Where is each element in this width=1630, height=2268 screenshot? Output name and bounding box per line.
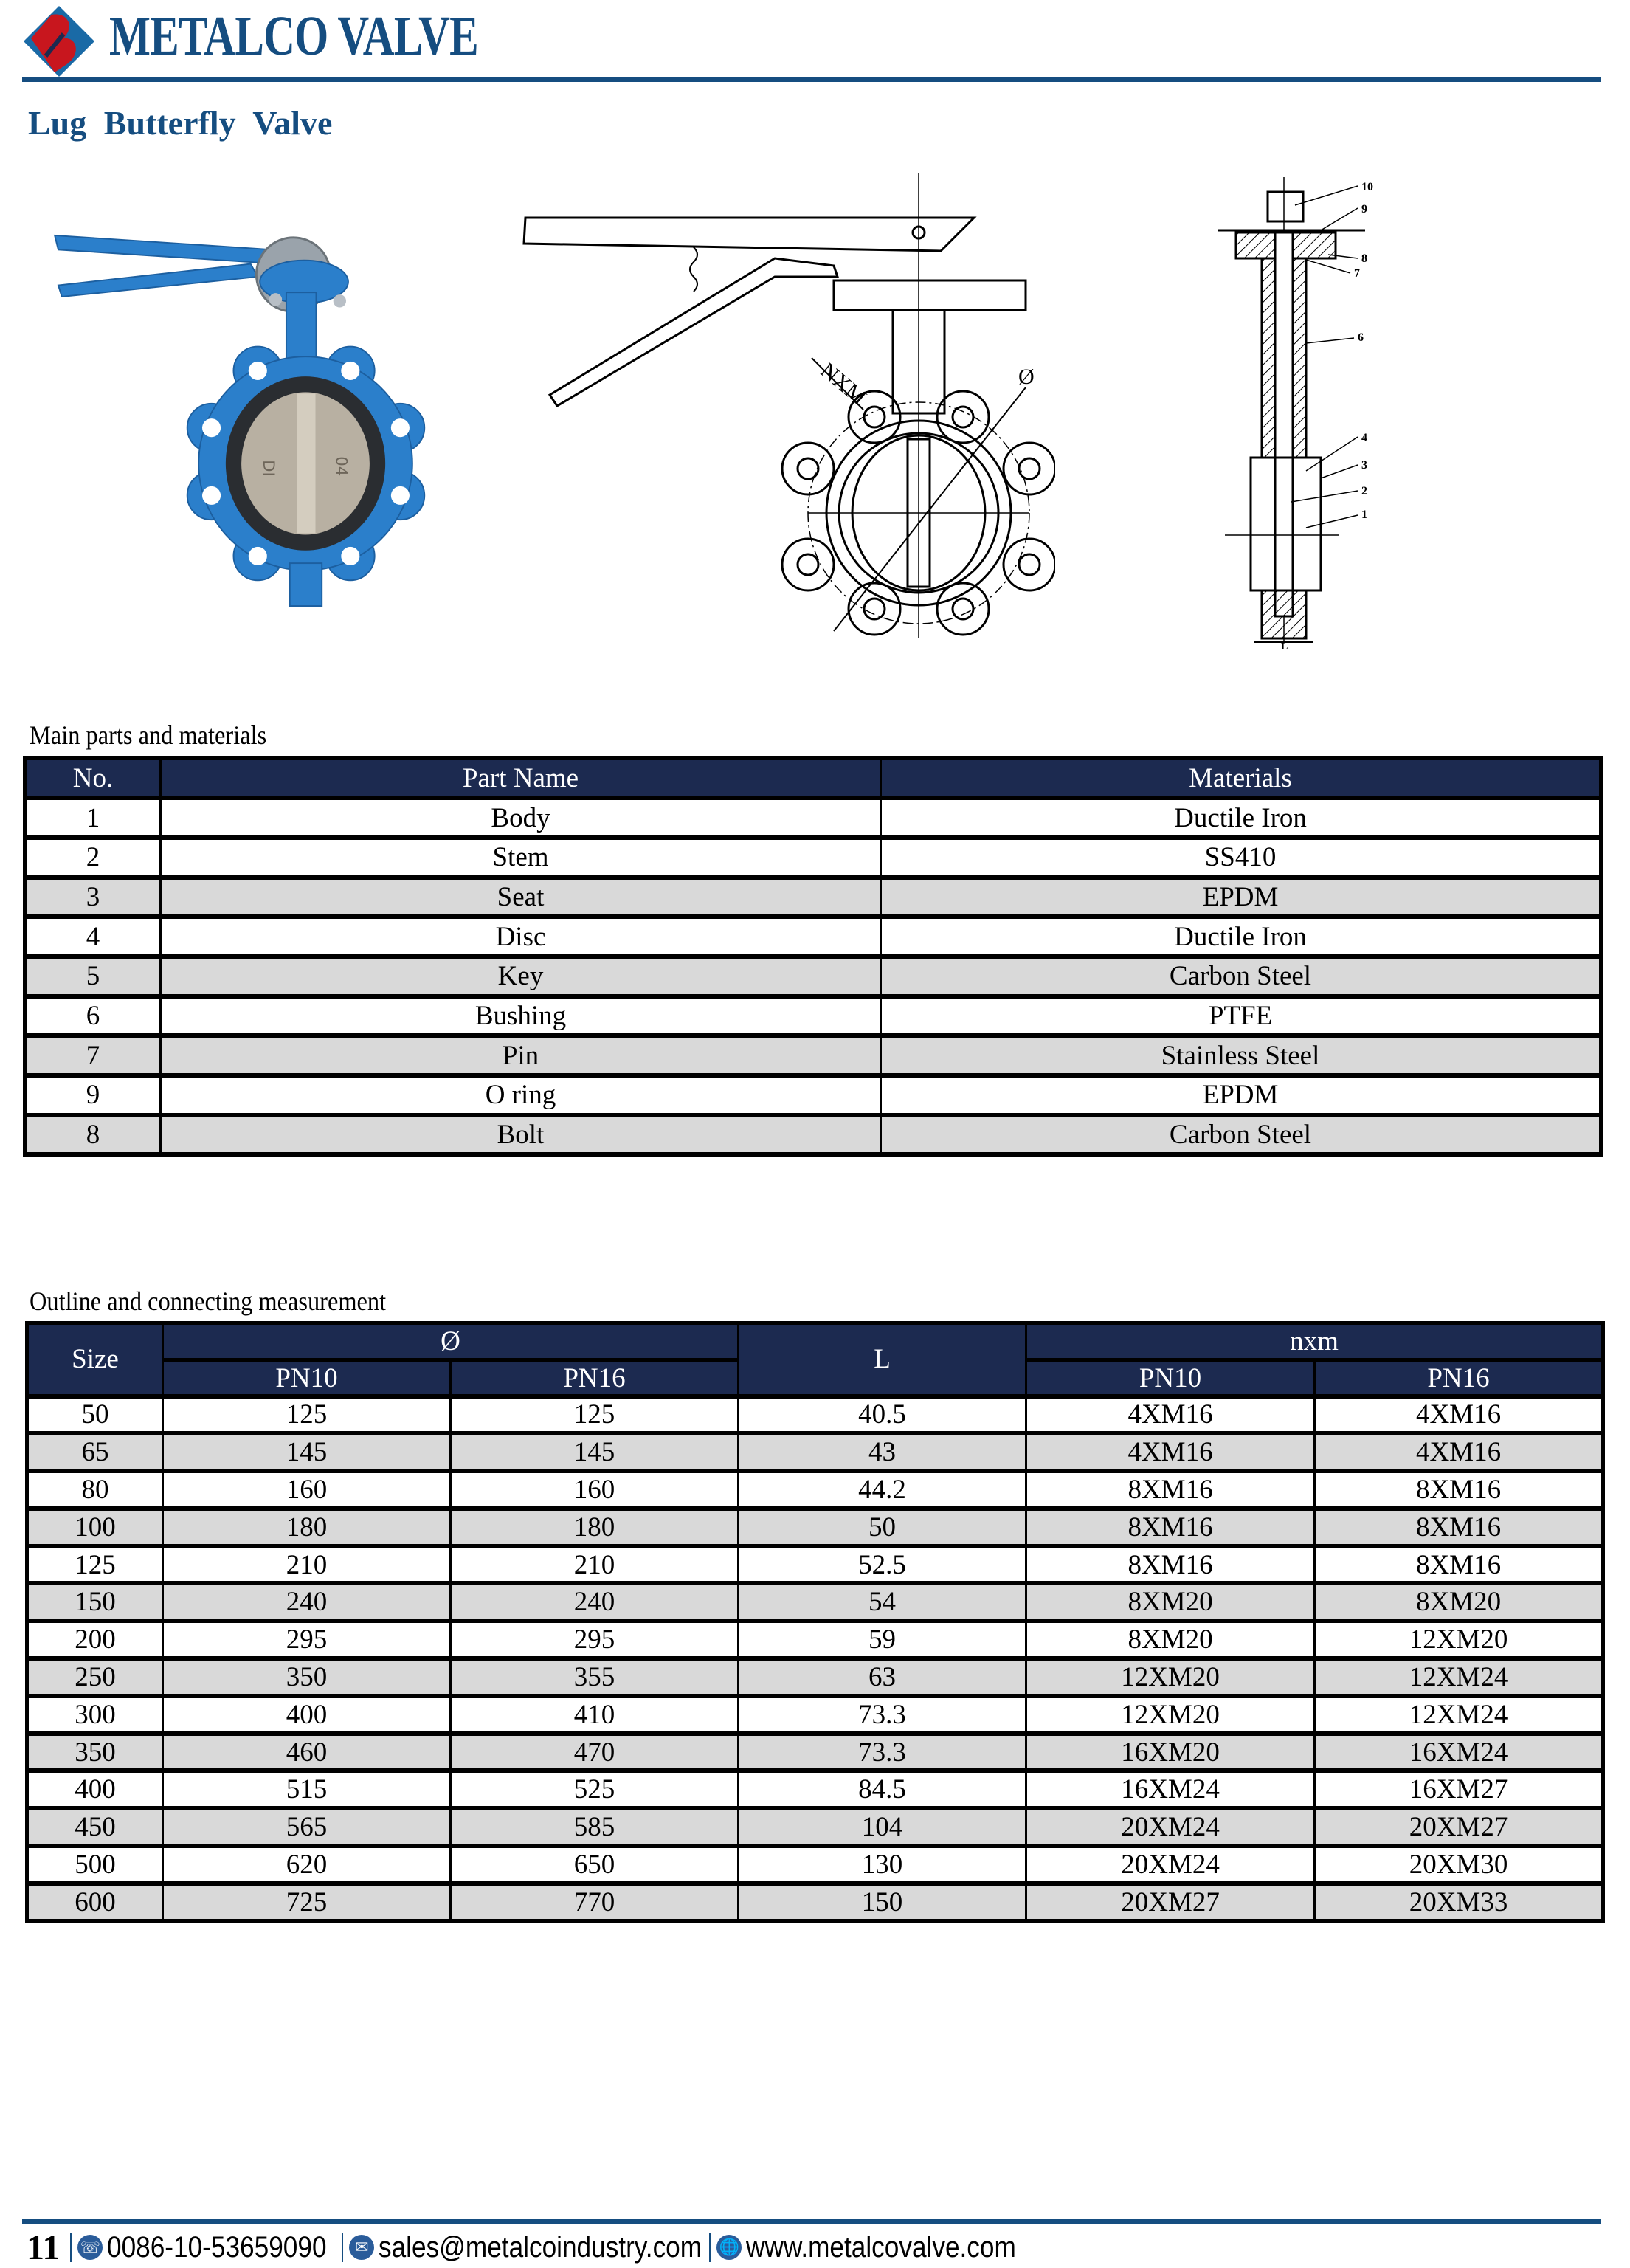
phone-number: 0086-10-53659090 <box>107 2230 327 2264</box>
bolts-pn16-cell: 12XM20 <box>1315 1621 1603 1658</box>
material-cell: SS410 <box>881 838 1601 878</box>
bolts-pn16-cell: 16XM27 <box>1315 1771 1603 1808</box>
measurement-table-row <box>27 1696 1603 1734</box>
measurement-table-row <box>27 1808 1603 1846</box>
footer <box>27 2227 1053 2267</box>
parts-table-caption: Main parts and materials <box>30 720 267 750</box>
diameter-label: Ø <box>1018 365 1035 389</box>
part-number-cell: 8 <box>25 1115 161 1155</box>
bolts-pn16-cell: 16XM24 <box>1315 1734 1603 1771</box>
measurement-table-row <box>27 1546 1603 1584</box>
globe-icon: 🌐 <box>716 2235 742 2260</box>
measurement-table-row <box>27 1734 1603 1771</box>
size-cell: 100 <box>27 1509 163 1546</box>
length-cell: 104 <box>739 1808 1026 1846</box>
part-number-cell: 4 <box>25 917 161 957</box>
measurement-table-row <box>27 1658 1603 1696</box>
front-view-drawing <box>517 173 1055 638</box>
bolts-pn16-cell: 4XM16 <box>1315 1433 1603 1471</box>
size-cell: 80 <box>27 1471 163 1509</box>
diameter-pn10-cell: 240 <box>163 1583 451 1621</box>
parts-table-row <box>25 1075 1601 1115</box>
footer-email <box>349 2231 703 2264</box>
diameter-pn16-cell: 295 <box>451 1621 739 1658</box>
size-cell: 65 <box>27 1433 163 1471</box>
length-cell: 73.3 <box>739 1696 1026 1734</box>
part-number-cell: 2 <box>25 838 161 878</box>
email-icon: ✉ <box>349 2235 374 2260</box>
header-bolts-pn16: PN16 <box>1315 1360 1603 1396</box>
diameter-pn16-cell: 210 <box>451 1546 739 1584</box>
measurement-table-row <box>27 1433 1603 1471</box>
part-name-cell: Stem <box>161 838 881 878</box>
bolts-pn10-cell: 12XM20 <box>1026 1696 1315 1734</box>
part-number-cell: 3 <box>25 878 161 917</box>
diameter-pn16-cell: 355 <box>451 1658 739 1696</box>
material-cell: Ductile Iron <box>881 798 1601 838</box>
parts-table-row <box>25 996 1601 1036</box>
bolts-pn10-cell: 16XM24 <box>1026 1771 1315 1808</box>
diameter-pn16-cell: 650 <box>451 1846 739 1883</box>
parts-table-row <box>25 917 1601 957</box>
length-cell: 59 <box>739 1621 1026 1658</box>
diameter-pn16-cell: 180 <box>451 1509 739 1546</box>
length-dimension-label: L <box>1281 641 1288 649</box>
diameter-pn10-cell: 210 <box>163 1546 451 1584</box>
measurement-table-row <box>27 1621 1603 1658</box>
footer-separator <box>70 2233 72 2262</box>
material-cell: PTFE <box>881 996 1601 1036</box>
bolts-pn10-cell: 16XM20 <box>1026 1734 1315 1771</box>
measurement-header-row-1 <box>27 1323 1603 1360</box>
diameter-pn10-cell: 620 <box>163 1846 451 1883</box>
size-cell: 450 <box>27 1808 163 1846</box>
callout-7: 7 <box>1354 267 1360 280</box>
footer-phone <box>77 2231 336 2264</box>
diameter-pn16-cell: 125 <box>451 1396 739 1434</box>
length-cell: 40.5 <box>739 1396 1026 1434</box>
diameter-pn10-cell: 145 <box>163 1433 451 1471</box>
callout-2: 2 <box>1361 485 1367 497</box>
website-link[interactable]: www.metalcovalve.com <box>746 2230 1017 2264</box>
bolts-pn16-cell: 8XM20 <box>1315 1583 1603 1621</box>
diameter-pn10-cell: 460 <box>163 1734 451 1771</box>
header-diameter-pn16: PN16 <box>451 1360 739 1396</box>
length-cell: 43 <box>739 1433 1026 1471</box>
parts-table-row <box>25 957 1601 996</box>
measurement-table-row <box>27 1883 1603 1921</box>
diameter-pn10-cell: 350 <box>163 1658 451 1696</box>
header-size: Size <box>27 1323 163 1396</box>
bolts-pn10-cell: 12XM20 <box>1026 1658 1315 1696</box>
diameter-pn16-cell: 410 <box>451 1696 739 1734</box>
bolts-pn10-cell: 20XM24 <box>1026 1808 1315 1846</box>
diameter-pn10-cell: 725 <box>163 1883 451 1921</box>
material-cell: EPDM <box>881 878 1601 917</box>
part-name-cell: O ring <box>161 1075 881 1115</box>
material-cell: Carbon Steel <box>881 957 1601 996</box>
length-cell: 150 <box>739 1883 1026 1921</box>
bolts-pn16-cell: 12XM24 <box>1315 1696 1603 1734</box>
parts-table-header-row <box>25 759 1601 799</box>
parts-table-row <box>25 798 1601 838</box>
part-name-cell: Body <box>161 798 881 838</box>
diameter-pn16-cell: 585 <box>451 1808 739 1846</box>
parts-table-row <box>25 878 1601 917</box>
measurement-table-caption: Outline and connecting measurement <box>30 1286 387 1316</box>
size-cell: 150 <box>27 1583 163 1621</box>
measurement-table-row <box>27 1846 1603 1883</box>
material-cell: EPDM <box>881 1075 1601 1115</box>
diameter-pn10-cell: 180 <box>163 1509 451 1546</box>
footer-separator <box>342 2233 343 2262</box>
part-name-cell: Bolt <box>161 1115 881 1155</box>
part-number-cell: 7 <box>25 1035 161 1075</box>
bolt-spec-label: NXM <box>815 358 871 410</box>
part-number-cell: 9 <box>25 1075 161 1115</box>
measurement-table-row <box>27 1509 1603 1546</box>
size-cell: 125 <box>27 1546 163 1584</box>
diameter-pn10-cell: 400 <box>163 1696 451 1734</box>
length-cell: 54 <box>739 1583 1026 1621</box>
part-name-cell: Seat <box>161 878 881 917</box>
part-number-cell: 5 <box>25 957 161 996</box>
measurement-table-row <box>27 1771 1603 1808</box>
bolts-pn16-cell: 12XM24 <box>1315 1658 1603 1696</box>
measurement-table-row <box>27 1583 1603 1621</box>
bolts-pn16-cell: 20XM30 <box>1315 1846 1603 1883</box>
callout-8: 8 <box>1361 252 1367 265</box>
size-cell: 600 <box>27 1883 163 1921</box>
email-link[interactable]: sales@metalcoindustry.com <box>379 2230 702 2264</box>
callout-1: 1 <box>1361 509 1367 521</box>
side-section-drawing <box>1210 177 1387 649</box>
size-cell: 500 <box>27 1846 163 1883</box>
page-title: Lug Butterfly Valve <box>28 104 333 142</box>
header-diameter: Ø <box>163 1323 739 1360</box>
bolts-pn10-cell: 8XM16 <box>1026 1546 1315 1584</box>
material-cell: Carbon Steel <box>881 1115 1601 1155</box>
header-no: No. <box>25 759 161 799</box>
measurement-table <box>25 1321 1605 1923</box>
part-name-cell: Bushing <box>161 996 881 1036</box>
diameter-pn10-cell: 515 <box>163 1771 451 1808</box>
measurement-table-row <box>27 1471 1603 1509</box>
header-length: L <box>739 1323 1026 1396</box>
header-materials: Materials <box>881 759 1601 799</box>
length-cell: 63 <box>739 1658 1026 1696</box>
bolts-pn10-cell: 20XM24 <box>1026 1846 1315 1883</box>
material-cell: Stainless Steel <box>881 1035 1601 1075</box>
parts-table-row <box>25 1115 1601 1155</box>
phone-icon: ☏ <box>77 2235 103 2260</box>
footer-website <box>716 2231 1053 2264</box>
length-cell: 44.2 <box>739 1471 1026 1509</box>
parts-table <box>23 756 1603 1157</box>
bolts-pn16-cell: 4XM16 <box>1315 1396 1603 1434</box>
diameter-pn16-cell: 160 <box>451 1471 739 1509</box>
header-divider <box>22 77 1601 82</box>
bolts-pn10-cell: 20XM27 <box>1026 1883 1315 1921</box>
part-name-cell: Pin <box>161 1035 881 1075</box>
brand-name: METALCO VALVE <box>109 5 478 67</box>
size-cell: 200 <box>27 1621 163 1658</box>
bolts-pn16-cell: 20XM27 <box>1315 1808 1603 1846</box>
footer-divider <box>22 2219 1601 2224</box>
disc-marking-di: DI <box>259 460 278 477</box>
part-name-cell: Key <box>161 957 881 996</box>
bolts-pn10-cell: 8XM20 <box>1026 1621 1315 1658</box>
diameter-pn16-cell: 240 <box>451 1583 739 1621</box>
length-cell: 84.5 <box>739 1771 1026 1808</box>
bolts-pn16-cell: 20XM33 <box>1315 1883 1603 1921</box>
callout-4: 4 <box>1361 432 1367 444</box>
header-part-name: Part Name <box>161 759 881 799</box>
length-cell: 52.5 <box>739 1546 1026 1584</box>
parts-table-row <box>25 838 1601 878</box>
part-number-cell: 1 <box>25 798 161 838</box>
diameter-pn16-cell: 145 <box>451 1433 739 1471</box>
callout-10: 10 <box>1361 181 1373 193</box>
size-cell: 50 <box>27 1396 163 1434</box>
bolts-pn16-cell: 8XM16 <box>1315 1509 1603 1546</box>
part-name-cell: Disc <box>161 917 881 957</box>
diameter-pn10-cell: 295 <box>163 1621 451 1658</box>
diameter-pn16-cell: 525 <box>451 1771 739 1808</box>
header-diameter-pn10: PN10 <box>163 1360 451 1396</box>
part-number-cell: 6 <box>25 996 161 1036</box>
size-cell: 300 <box>27 1696 163 1734</box>
callout-6: 6 <box>1358 331 1364 344</box>
bolts-pn16-cell: 8XM16 <box>1315 1546 1603 1584</box>
bolts-pn10-cell: 8XM16 <box>1026 1471 1315 1509</box>
diameter-pn10-cell: 160 <box>163 1471 451 1509</box>
callout-9: 9 <box>1361 203 1367 216</box>
brand-logo-mark <box>22 4 96 78</box>
parts-table-row <box>25 1035 1601 1075</box>
diameter-pn10-cell: 125 <box>163 1396 451 1434</box>
length-cell: 73.3 <box>739 1734 1026 1771</box>
disc-marking-04: 04 <box>331 456 350 477</box>
length-cell: 130 <box>739 1846 1026 1883</box>
bolts-pn10-cell: 8XM20 <box>1026 1583 1315 1621</box>
measurement-table-row <box>27 1396 1603 1434</box>
size-cell: 250 <box>27 1658 163 1696</box>
diameter-pn10-cell: 565 <box>163 1808 451 1846</box>
size-cell: 350 <box>27 1734 163 1771</box>
bolts-pn10-cell: 4XM16 <box>1026 1433 1315 1471</box>
valve-photo <box>37 214 450 627</box>
length-cell: 50 <box>739 1509 1026 1546</box>
bolts-pn10-cell: 8XM16 <box>1026 1509 1315 1546</box>
diameter-pn16-cell: 770 <box>451 1883 739 1921</box>
callout-3: 3 <box>1361 459 1367 472</box>
diameter-pn16-cell: 470 <box>451 1734 739 1771</box>
header-bolts-pn10: PN10 <box>1026 1360 1315 1396</box>
bolts-pn16-cell: 8XM16 <box>1315 1471 1603 1509</box>
header-bolts: nxm <box>1026 1323 1603 1360</box>
material-cell: Ductile Iron <box>881 917 1601 957</box>
bolts-pn10-cell: 4XM16 <box>1026 1396 1315 1434</box>
size-cell: 400 <box>27 1771 163 1808</box>
footer-separator <box>709 2233 711 2262</box>
page-number: 11 <box>27 2227 61 2267</box>
